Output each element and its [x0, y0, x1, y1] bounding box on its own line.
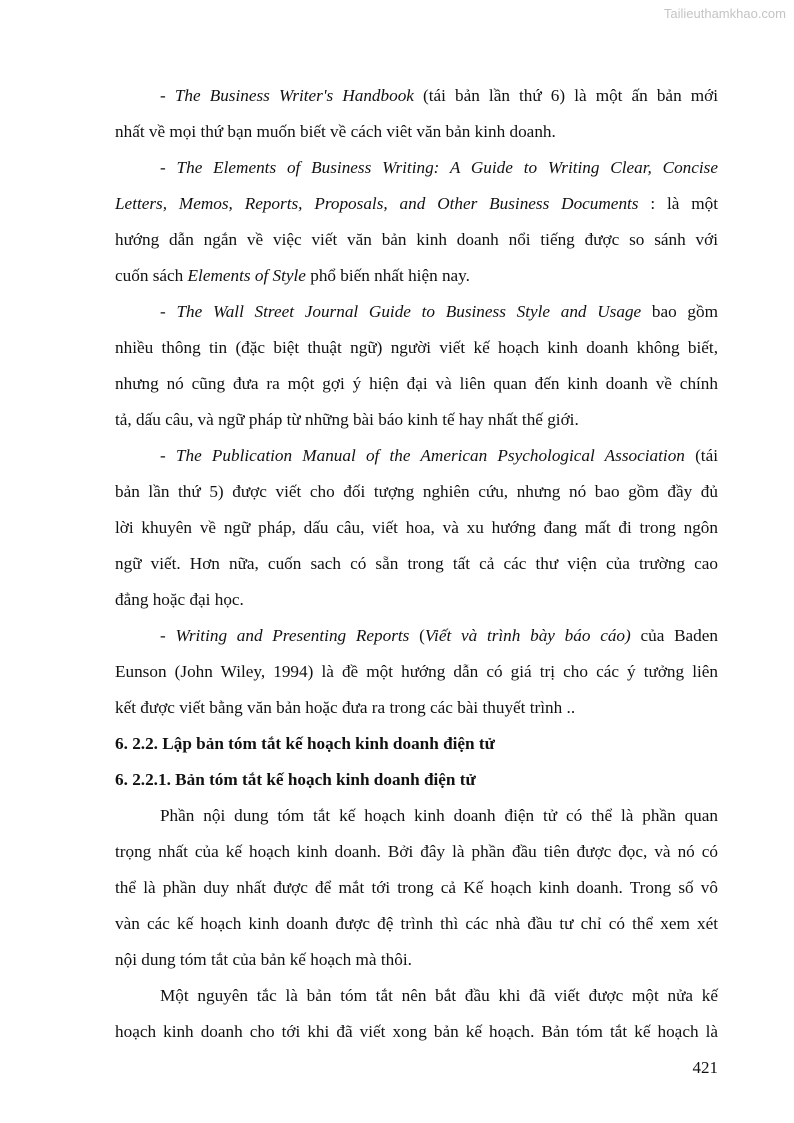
text-segment: (tái bản lần thứ 6) là một ấn bản mới [413, 86, 718, 105]
text-segment: - [160, 446, 176, 465]
text-segment: đẳng hoặc đại học. [115, 590, 244, 609]
text-segment: bản lần thứ 5) được viết cho đối tượng nghiên cứu, nhưng nó bao gồm đầy đủ [115, 482, 718, 501]
italic-title: The Business Writer's Handbook [174, 86, 414, 105]
text-line [115, 408, 718, 432]
section-heading [115, 732, 718, 756]
text-segment: kết được viết bằng văn bản hoặc đưa ra trong các bài thuyết trình .. [115, 698, 576, 717]
text-segment: : là một [638, 194, 718, 213]
text-line [160, 156, 718, 180]
text-segment: (tái [684, 446, 718, 465]
text-segment: vàn các kế hoạch kinh doanh được đệ trình thì các nhà đầu tư chỉ có thể xem xét [115, 914, 718, 933]
text-segment: - [160, 302, 177, 321]
text-line [115, 516, 718, 540]
text-segment: nhất về mọi thứ bạn muốn biết về cách viêt văn bản kinh doanh. [115, 122, 556, 141]
text-segment: bao gồm [641, 302, 718, 321]
italic-title: Elements of Style [187, 266, 306, 285]
italic-title: The Elements of Business Writing: A Guide to Writing Clear, Concise [176, 158, 718, 177]
italic-title: Viết và trình bày báo cáo) [424, 626, 631, 645]
italic-title: Writing and Presenting Reports [175, 626, 410, 645]
text-segment: hướng dẫn ngắn về việc viết văn bản kinh doanh nổi tiếng được so sánh với [115, 230, 718, 249]
text-line [115, 696, 718, 720]
text-segment: thể là phần duy nhất được để mắt tới trong cả Kế hoạch kinh doanh. Trong số vô [115, 878, 718, 897]
text-segment: ( [409, 626, 425, 645]
text-segment: 6. 2.2.1. Bản tóm tắt kế hoạch kinh doanh điện tử [115, 770, 476, 789]
section-heading [115, 768, 718, 792]
text-segment: của Baden [630, 626, 718, 645]
text-line [115, 552, 718, 576]
text-segment: lời khuyên về ngữ pháp, dấu câu, viết hoa, và xu hướng đang mất đi trong ngôn [115, 518, 718, 537]
text-line [160, 624, 718, 648]
italic-title: The Wall Street Journal Guide to Business Style and Usage [176, 302, 642, 321]
text-line [115, 336, 718, 360]
text-line [160, 300, 718, 324]
text-line [115, 480, 718, 504]
text-line [160, 84, 718, 108]
watermark: Tailieuthamkhao.com [663, 6, 786, 21]
text-line [115, 876, 718, 900]
text-segment: nội dung tóm tắt của bản kế hoạch mà thôi. [115, 950, 412, 969]
text-segment: phổ biến nhất hiện nay. [305, 266, 470, 285]
text-segment: 6. 2.2. Lập bản tóm tắt kế hoạch kinh doanh điện tử [115, 734, 495, 753]
text-segment: ngữ viết. Hơn nữa, cuốn sach có sẵn trong tất cả các thư viện của trường cao [115, 554, 718, 573]
text-line [115, 372, 718, 396]
text-line [115, 912, 718, 936]
text-segment: trọng nhất của kế hoạch kinh doanh. Bởi đây là phần đầu tiên được đọc, và nó có [115, 842, 718, 861]
text-segment: hoạch kinh doanh cho tới khi đã viết xong bản kế hoạch. Bản tóm tắt kế hoạch là [115, 1022, 718, 1041]
text-line [115, 948, 718, 972]
text-line [115, 120, 718, 144]
text-segment: Eunson (John Wiley, 1994) là đề một hướng dẫn có giá trị cho các ý tưởng liên [115, 662, 718, 681]
italic-title: The Publication Manual of the American Psychological Association [175, 446, 685, 465]
text-segment: Phần nội dung tóm tắt kế hoạch kinh doanh điện tử có thể là phần quan [160, 806, 718, 825]
text-line [115, 1020, 718, 1044]
italic-title: Letters, Memos, Reports, Proposals, and Other Business Documents [115, 194, 639, 213]
text-segment: - [160, 626, 176, 645]
text-segment: Một nguyên tắc là bản tóm tắt nên bắt đầu khi đã viết được một nửa kế [160, 986, 718, 1005]
text-line [115, 264, 718, 288]
page-number: 421 [692, 1058, 718, 1077]
text-line [115, 840, 718, 864]
text-segment: - [160, 86, 175, 105]
text-line [115, 660, 718, 684]
text-line [160, 444, 718, 468]
text-segment: tả, dấu câu, và ngữ pháp từ những bài báo kinh tế hay nhất thế giới. [115, 410, 579, 429]
text-line [115, 228, 718, 252]
text-segment: nhưng nó cũng đưa ra một gợi ý hiện đại và liên quan đến kinh doanh về chính [115, 374, 718, 393]
text-line [160, 984, 718, 1008]
text-line [115, 192, 718, 216]
text-segment: - [160, 158, 177, 177]
text-line [160, 804, 718, 828]
text-segment: cuốn sách [115, 266, 188, 285]
text-segment: nhiều thông tin (đặc biệt thuật ngữ) người viết kế hoạch kinh doanh không biết, [115, 338, 718, 357]
text-line [115, 588, 718, 612]
